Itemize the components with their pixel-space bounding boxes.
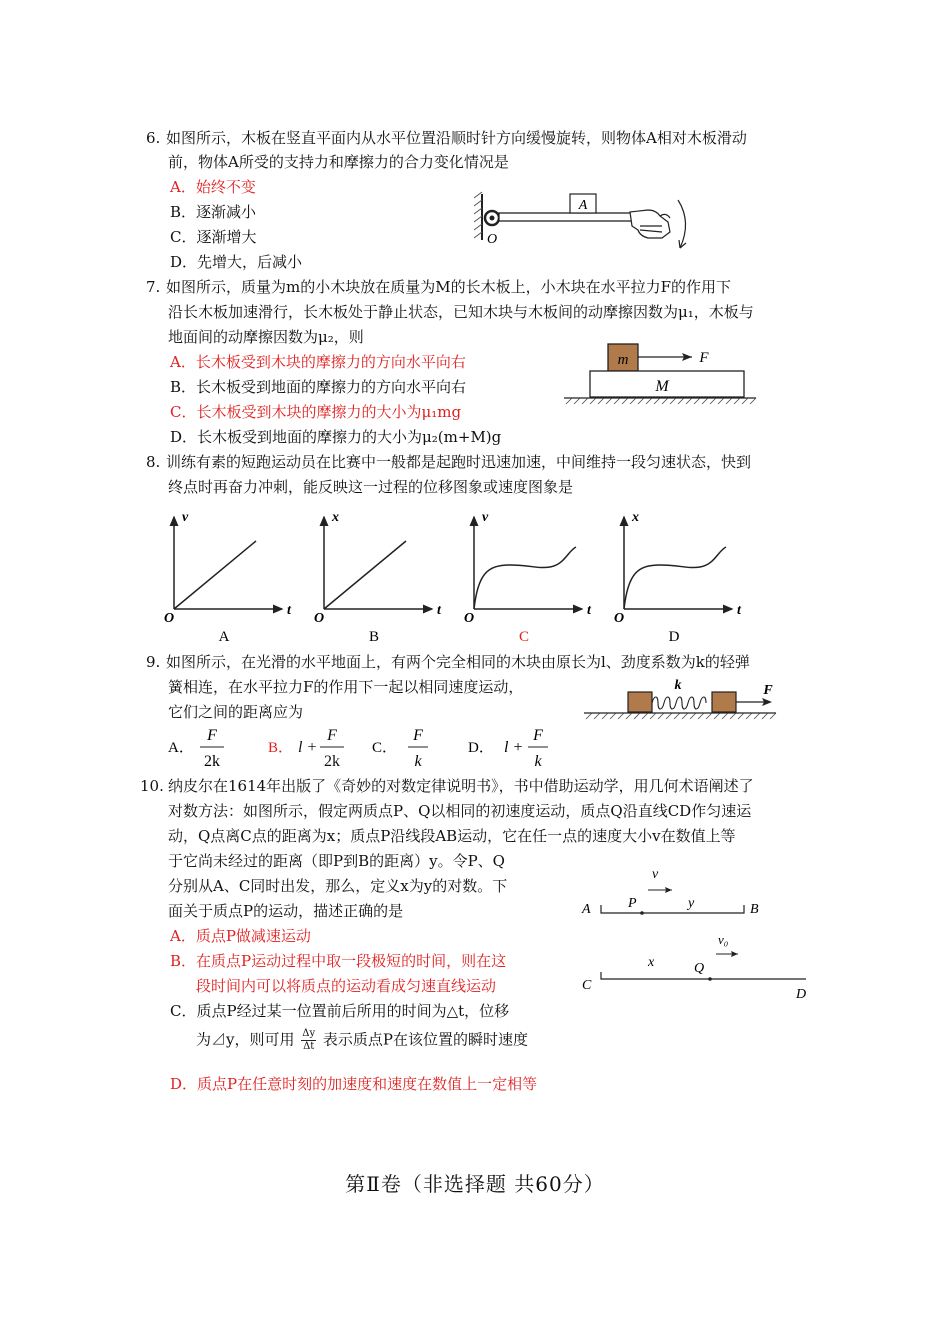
svg-text:k: k xyxy=(414,753,422,770)
svg-text:O: O xyxy=(164,611,175,626)
q7-force-label: F xyxy=(699,350,709,366)
q10-number: 10. xyxy=(140,777,164,795)
svg-text:k: k xyxy=(534,753,542,770)
q10-stem-line6: 面关于质点P的运动，描述正确的是 xyxy=(168,902,404,920)
q9-figure-spring-blocks xyxy=(580,676,780,722)
q10-segment-ab xyxy=(601,905,744,913)
svg-text:x: x xyxy=(332,510,339,525)
svg-text:t: t xyxy=(587,603,591,618)
q9-option-a xyxy=(168,727,224,770)
q10-option-b-line1: B．在质点P运动过程中取一段极短的时间，则在这 xyxy=(170,952,507,970)
q10-point-p xyxy=(640,911,644,915)
q9-stem-line1: 如图所示，在光滑的水平地面上，有两个完全相同的木块由原长为l、劲度系数为k的轻弹 xyxy=(166,653,750,671)
q10-option-c-line1: C．质点P经过某一位置前后所用的时间为△t，位移 xyxy=(170,1002,510,1020)
q7-option-d: D．长木板受到地面的摩擦力的大小为μ₂(m+M)g xyxy=(170,428,502,446)
q7-figure-block-on-board xyxy=(560,340,760,406)
svg-text:D: D xyxy=(796,987,807,1002)
q6-option-b: B．逐渐减小 xyxy=(170,203,257,221)
svg-text:l +: l + xyxy=(298,739,318,756)
q10-option-c-line2: 为⊿y，则可用 $\frac{\Delta y}{\Delta t}$ 表示质点P在该位置的瞬时速度 xyxy=(196,1028,529,1052)
svg-text:t: t xyxy=(437,603,441,618)
svg-text:l +: l + xyxy=(504,739,524,756)
q9-block-right xyxy=(712,692,736,712)
q10-stem-line5: 分别从A、C同时出发，那么，定义x为y的对数。下 xyxy=(168,877,508,895)
q10-point-q xyxy=(708,977,712,981)
q10-stem-line2: 对数方法：如图所示，假定两质点P、Q以相同的初速度运动，质点Q沿直线CD作匀速运 xyxy=(168,802,752,820)
q10-option-a: A．质点P做减速运动 xyxy=(170,927,311,945)
q9-option-b xyxy=(268,727,344,770)
svg-text:F: F xyxy=(533,727,543,744)
q7-small-block-label: m xyxy=(617,352,629,368)
q8-stem-line1: 训练有素的短跑运动员在比赛中一般都是起跑时迅速加速，中间维持一段匀速状态，快到 xyxy=(166,453,752,471)
q6-stem-line2: 前，物体A所受的支持力和摩擦力的合力变化情况是 xyxy=(168,153,509,171)
q10-stem-line4: 于它尚未经过的距离（即P到B的距离）y。令P、Q xyxy=(168,852,505,870)
q10-figure-napier xyxy=(570,862,820,1008)
svg-text:A: A xyxy=(582,902,591,917)
svg-text:x: x xyxy=(632,510,639,525)
svg-text:C: C xyxy=(582,978,592,993)
svg-text:v: v xyxy=(182,510,189,525)
q8-graph-d xyxy=(614,510,742,645)
q9-option-d xyxy=(468,727,548,770)
svg-text:k: k xyxy=(674,678,682,693)
q10-option-d: D．质点P在任意时刻的加速度和速度在数值上一定相等 xyxy=(170,1075,538,1093)
q9-options xyxy=(166,722,566,772)
q10-stem-line3: 动，Q点离C点的距离为x；质点P沿线段AB运动，它在任一点的速度大小v在数值上等 xyxy=(168,827,736,845)
q9-stem-line3: 它们之间的距离应为 xyxy=(168,703,304,721)
q9-number: 9. xyxy=(146,653,161,671)
svg-text:x: x xyxy=(648,955,655,970)
q9-stem-line2: 簧相连，在水平拉力F的作用下一起以相同速度运动， xyxy=(168,678,524,696)
q7-stem-line2: 沿长木板加速滑行，长木板处于静止状态，已知木块与木板间的动摩擦因数为μ₁，木板与 xyxy=(168,303,754,321)
q7-long-board-label: M xyxy=(655,378,669,395)
svg-text:v: v xyxy=(482,510,489,525)
q9-spring xyxy=(652,697,706,709)
svg-text:C．: C． xyxy=(372,740,398,756)
q6-option-d: D．先增大，后减小 xyxy=(170,253,303,271)
q7-number: 7. xyxy=(146,278,161,296)
q8-caption-d: D xyxy=(668,629,680,645)
svg-text:F: F xyxy=(763,683,773,698)
q9-block-left xyxy=(628,692,652,712)
q10-stem-line1: 纳皮尔在1614年出版了《奇妙的对数定律说明书》，书中借助运动学，用几何术语阐述了 xyxy=(168,777,754,795)
q7-stem-line3: 地面间的动摩擦因数为μ₂，则 xyxy=(168,328,364,346)
svg-text:B．: B． xyxy=(268,740,294,756)
q6-option-a: A．始终不变 xyxy=(170,178,256,196)
q8-number: 8. xyxy=(146,453,161,471)
svg-text:B: B xyxy=(750,902,759,917)
q6-pivot-label: O xyxy=(486,232,498,247)
q8-graph-a xyxy=(164,510,292,645)
svg-text:y: y xyxy=(688,896,695,911)
svg-text:D．: D． xyxy=(468,740,494,756)
svg-text:Q: Q xyxy=(694,961,705,976)
q6-block-label: A xyxy=(578,198,588,213)
svg-text:v₀: v₀ xyxy=(718,932,729,947)
svg-text:O: O xyxy=(314,611,325,626)
q6-figure-rotating-board xyxy=(470,188,700,260)
q8-stem-line2: 终点时再奋力冲刺，能反映这一过程的位移图象或速度图象是 xyxy=(168,478,574,496)
svg-text:F: F xyxy=(207,727,217,744)
svg-text:F: F xyxy=(413,727,423,744)
q8-graphs xyxy=(160,503,800,648)
q6-option-c: C．逐渐增大 xyxy=(170,228,257,246)
q10-option-b-line2: 段时间内可以将质点的运动看成匀速直线运动 xyxy=(196,977,497,995)
q7-option-b: B．长木板受到地面的摩擦力的方向水平向右 xyxy=(170,378,467,396)
q8-graph-c xyxy=(464,510,592,645)
q7-option-c: C．长木板受到木块的摩擦力的大小为μ₁mg xyxy=(170,403,462,421)
svg-text:v: v xyxy=(652,867,659,882)
q8-graph-b xyxy=(314,510,442,645)
svg-text:O: O xyxy=(614,611,625,626)
q10-fraction: $\frac{\Delta y}{\Delta t}$ xyxy=(302,1028,316,1052)
q8-caption-c: C xyxy=(518,629,530,645)
q8-caption-a: A xyxy=(218,629,230,645)
svg-text:P: P xyxy=(628,896,637,911)
q6-number: 6. xyxy=(146,129,161,147)
q6-stem-line1: 如图所示，木板在竖直平面内从水平位置沿顺时针方向缓慢旋转，则物体A相对木板滑动 xyxy=(166,129,747,147)
hand-icon xyxy=(630,210,670,238)
svg-text:O: O xyxy=(464,611,475,626)
svg-text:2k: 2k xyxy=(324,753,340,770)
svg-text:t: t xyxy=(287,603,291,618)
q6-board xyxy=(499,213,639,221)
svg-text:t: t xyxy=(737,603,741,618)
section-heading: 第Ⅱ卷（非选择题 共60分） xyxy=(345,1172,605,1196)
q7-option-a: A．长木板受到木块的摩擦力的方向水平向右 xyxy=(170,353,466,371)
svg-text:2k: 2k xyxy=(204,753,220,770)
q9-option-c xyxy=(372,727,428,770)
q8-caption-b: B xyxy=(368,629,380,645)
q7-stem-line1: 如图所示，质量为m的小木块放在质量为M的长木板上，小木块在水平拉力F的作用下 xyxy=(166,278,731,296)
svg-text:F: F xyxy=(327,727,337,744)
svg-text:A．: A． xyxy=(168,740,194,756)
